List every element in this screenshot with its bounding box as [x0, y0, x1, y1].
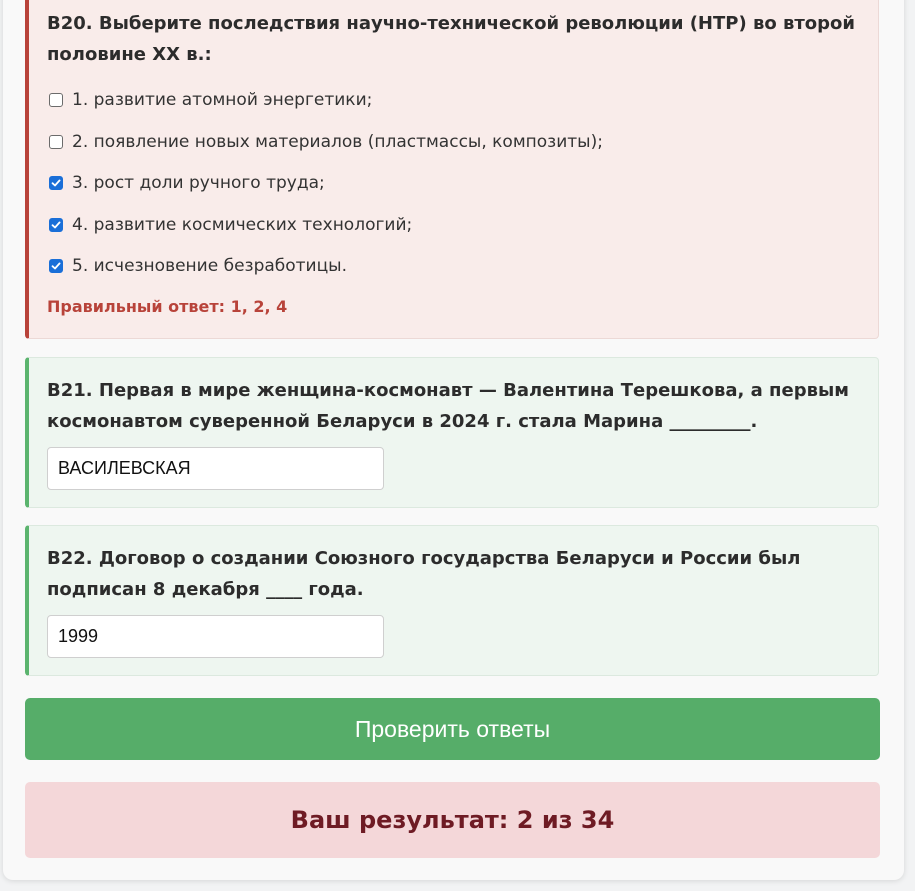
result-banner: Ваш результат: 2 из 34	[25, 782, 880, 858]
option-2[interactable]	[49, 130, 603, 154]
checkbox[interactable]	[49, 93, 63, 107]
answer-input[interactable]: 1999	[47, 615, 384, 658]
question-text: B22. Договор о создании Союзного государства Беларуси и России был подписан 8 декабря ____ года.	[47, 548, 801, 600]
question-text: B20. Выберите последствия научно-технической революции (НТР) во второй половине XX в.:	[47, 13, 856, 65]
question-text: B21. Первая в мире женщина-космонавт — Валентина Терешкова, а первым космонавтом суверенной Беларуси в 2024 г. стала Марина _________.	[47, 380, 849, 432]
checkbox[interactable]	[49, 176, 63, 190]
checkbox[interactable]	[49, 259, 63, 273]
check-answers-button[interactable]: Проверить ответы	[25, 698, 880, 760]
option-label: 1. развитие атомной энергетики;	[72, 90, 373, 110]
option-5[interactable]	[49, 254, 347, 278]
option-label: 5. исчезновение безработицы.	[72, 256, 348, 276]
checkbox[interactable]	[49, 218, 63, 232]
option-4[interactable]	[49, 213, 412, 237]
correct-answer-note: Правильный ответ: 1, 2, 4	[47, 297, 288, 316]
option-label: 4. развитие космических технологий;	[72, 215, 413, 235]
option-label: 2. появление новых материалов (пластмассы, композиты);	[72, 132, 603, 152]
question-b20	[25, 0, 879, 339]
question-b22	[25, 525, 879, 676]
answer-input[interactable]: ВАСИЛЕВСКАЯ	[47, 447, 384, 490]
question-b21	[25, 357, 879, 508]
checkbox[interactable]	[49, 135, 63, 149]
option-label: 3. рост доли ручного труда;	[72, 173, 325, 193]
option-1[interactable]	[49, 88, 372, 112]
option-3[interactable]	[49, 171, 325, 195]
